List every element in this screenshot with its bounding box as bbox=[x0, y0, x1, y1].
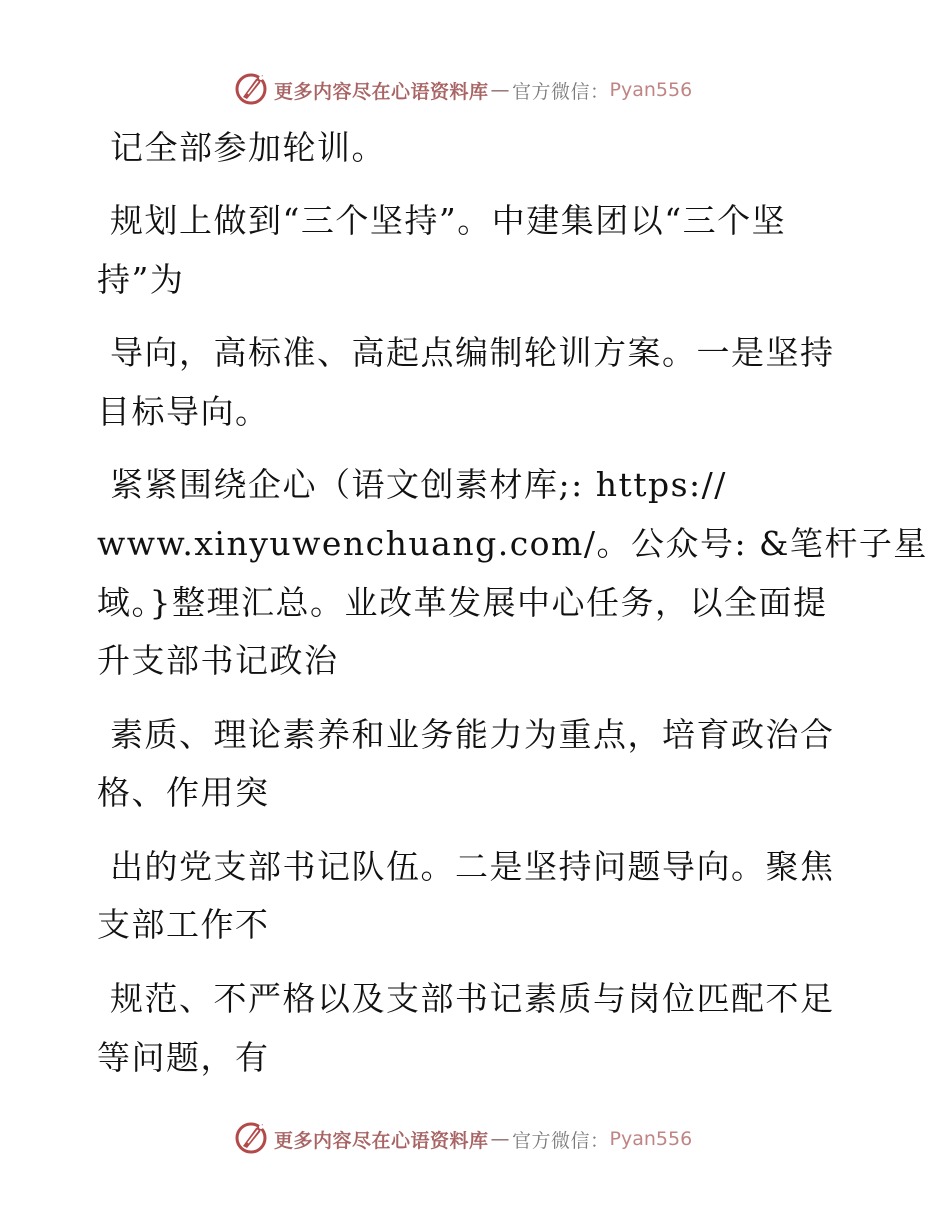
paragraph-line: 导向，高标准、高起点编制轮训方案。一是坚持 bbox=[110, 333, 835, 372]
paragraph-line: 等问题，有 bbox=[97, 1038, 270, 1077]
paragraph-line: 出的党支部书记队伍。二是坚持问题导向。聚焦 bbox=[110, 847, 835, 886]
banner-wechat-id: Pyan556 bbox=[609, 1128, 693, 1150]
banner-site-text: 更多内容尽在心语资料库 bbox=[274, 80, 489, 103]
banner-wechat-label: 官方微信： bbox=[512, 80, 610, 103]
banner-separator: — bbox=[490, 1128, 511, 1150]
paragraph-line: 规划上做到“三个坚持”。中建集团以“三个坚 bbox=[110, 201, 787, 240]
paragraph-line: 记全部参加轮训。 bbox=[110, 128, 386, 167]
paragraph-line: 规范、不严格以及支部书记素质与岗位匹配不足 bbox=[110, 979, 835, 1018]
header-banner bbox=[234, 70, 692, 110]
banner-separator: — bbox=[490, 79, 511, 101]
paragraph-line: www.xinyuwenchuang.com/。公众号: &笔杆子星 bbox=[97, 524, 928, 563]
paragraph-line: 域。}整理汇总。业改革发展中心任务，以全面提 bbox=[97, 583, 828, 622]
paragraph-line: 紧紧围绕企心（语文创素材库;: https:// bbox=[110, 465, 727, 504]
paragraph-line: 素质、理论素养和业务能力为重点，培育政治合 bbox=[110, 715, 835, 754]
quill-pen-logo-icon bbox=[234, 1119, 274, 1160]
banner-wechat-label: 官方微信： bbox=[512, 1129, 610, 1152]
paragraph-line: 目标导向。 bbox=[97, 392, 270, 431]
banner-wechat-id: Pyan556 bbox=[609, 79, 693, 101]
paragraph-line: 升支部书记政治 bbox=[97, 641, 339, 680]
paragraph-line: 支部工作不 bbox=[97, 905, 270, 944]
quill-pen-logo-icon bbox=[234, 70, 274, 111]
banner-site-text: 更多内容尽在心语资料库 bbox=[274, 1129, 489, 1152]
paragraph-line: 持”为 bbox=[97, 260, 185, 299]
footer-banner bbox=[234, 1119, 692, 1159]
paragraph-line: 格、作用突 bbox=[97, 773, 270, 812]
